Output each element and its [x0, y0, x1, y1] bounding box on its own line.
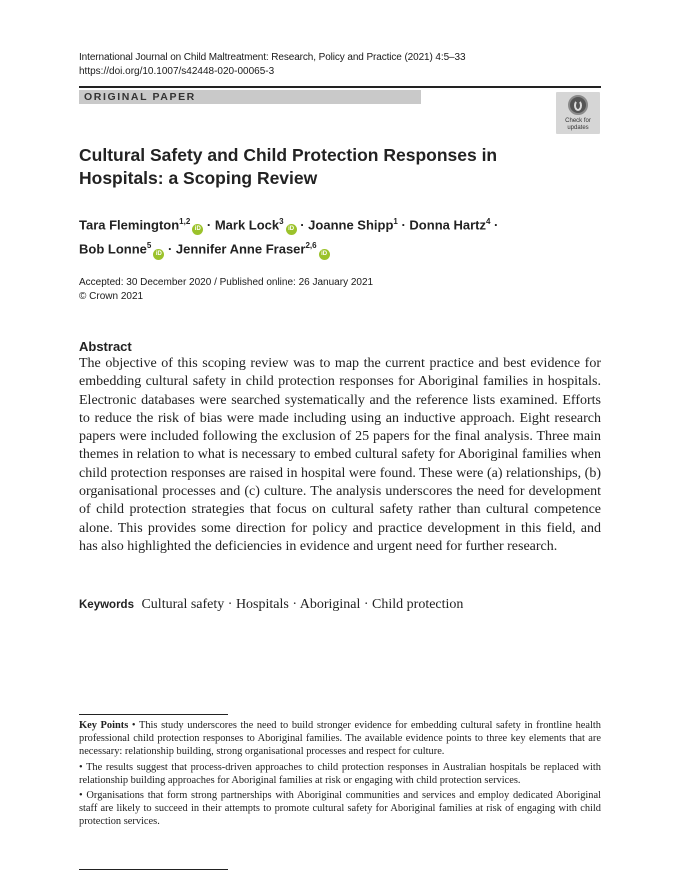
key-point-item: • The results suggest that process-driven approaches to child protection responses in Australian hospitals be replaced with relationship building approaches for Aboriginal families at risk or engaging with child protection services.: [79, 761, 601, 786]
keywords-label: Keywords: [79, 599, 134, 611]
footnote-rule-bottom: [79, 869, 228, 870]
orcid-icon[interactable]: iD: [153, 249, 164, 260]
key-point-text: The results suggest that process-driven approaches to child protection responses in Australian hospitals be replaced with relationship building approaches for Aboriginal families at risk or engaging with child protection services.: [79, 761, 601, 786]
article-type-label: ORIGINAL PAPER: [84, 91, 196, 103]
abstract-heading: Abstract: [79, 339, 132, 354]
author-name[interactable]: Joanne Shipp: [308, 217, 394, 233]
author-list: Tara Flemington$^{1,2}$iD · Mark Lock$^3$iD · Joanne Shipp$^1$ · Donna Hartz$^4$ · Bob Lonne$^5$iD · Jennifer Anne Fraser$^{2,6}$iD: [79, 211, 579, 260]
orcid-icon[interactable]: iD: [192, 224, 203, 235]
author-affiliation: 2,6: [305, 241, 317, 251]
doi-link[interactable]: https://doi.org/10.1007/s42448-020-00065-3: [79, 66, 275, 77]
author-affiliation: 5: [146, 241, 152, 251]
header-rule: [79, 86, 601, 88]
copyright-notice: © Crown 2021: [79, 291, 144, 302]
key-point-item: Key Points • This study underscores the need to build stronger evidence for embedding cultural safety in frontline health professional child protection responses to Aboriginal families. The available evidence points to three key elements that are necessary: relationship building, strong organisational processes and respect for culture.: [79, 720, 601, 758]
author-name[interactable]: Bob Lonne: [79, 241, 147, 257]
publication-dates: Accepted: 30 December 2020 / Published online: 26 January 2021: [79, 277, 374, 288]
key-point-text: This study underscores the need to build stronger evidence for embedding cultural safety in frontline health professional child protection responses to Aboriginal families. The available evidence points to three key elements that are necessary: relationship building, strong organisational processes and respect for culture.: [79, 720, 601, 758]
author-affiliation: 3: [279, 217, 284, 226]
orcid-icon[interactable]: iD: [319, 249, 330, 260]
check-updates-label: Check for updates: [565, 118, 591, 131]
footnote-rule: [79, 714, 228, 715]
check-for-updates-button[interactable]: [556, 92, 600, 134]
keywords-line: [79, 596, 601, 614]
author-name[interactable]: Tara Flemington: [79, 217, 180, 233]
key-point-item: • Organisations that form strong partnerships with Aboriginal communities and services and employ dedicated Aboriginal staff are likely to succeed in their attempts to promote cultural safety for Aboriginal families at risk of engaging with child protection services.: [79, 790, 601, 828]
check-updates-icon: [568, 95, 588, 115]
author-name[interactable]: Mark Lock: [214, 217, 280, 233]
author-affiliation: 4: [485, 217, 491, 226]
key-points: [79, 719, 601, 831]
author-affiliation: 1: [393, 217, 398, 226]
author-name[interactable]: Jennifer Anne Fraser: [175, 241, 306, 257]
keywords-text: Cultural safety · Hospitals · Aboriginal · Child protection: [141, 597, 464, 612]
orcid-icon[interactable]: iD: [286, 224, 297, 235]
paper-title: Cultural Safety and Child Protection Responses in Hospitals: a Scoping Review: [79, 145, 498, 188]
abstract-text: The objective of this scoping review was to map the current practice and best evidence for embedding cultural safety in child protection responses for Aboriginal families in hospitals. Electronic databases were searched systematically and the reference lists examined. Efforts to reduce the risk of bias were made including using an inductive approach. Eight research papers were included following the exclusion of 25 papers for the final analysis. Three main themes in relation to what is necessary to embed cultural safety for Aboriginal families when child protection responses are raised in hospital were found. These were (a) relationships, (b) organisational processes and (c) culture. The analysis underscores the need for development of child protection strategies that focus on cultural safety rather than cultural competence alone. This provides some direction for policy and practice development in this field, and has also highlighted the deficiencies in evidence and urgent need for further research.: [79, 356, 601, 554]
journal-citation: International Journal on Child Maltreatment: Research, Policy and Practice (2021) 4:5–33: [79, 52, 466, 63]
key-point-text: Organisations that form strong partnerships with Aboriginal communities and services and employ dedicated Aboriginal staff are likely to succeed in their attempts to promote cultural safety for Aboriginal families at risk of engaging with child protection services.: [79, 790, 601, 828]
author-name[interactable]: Donna Hartz: [409, 217, 486, 233]
key-points-label: Key Points: [79, 720, 129, 731]
author-affiliation: 1,2: [179, 217, 191, 226]
